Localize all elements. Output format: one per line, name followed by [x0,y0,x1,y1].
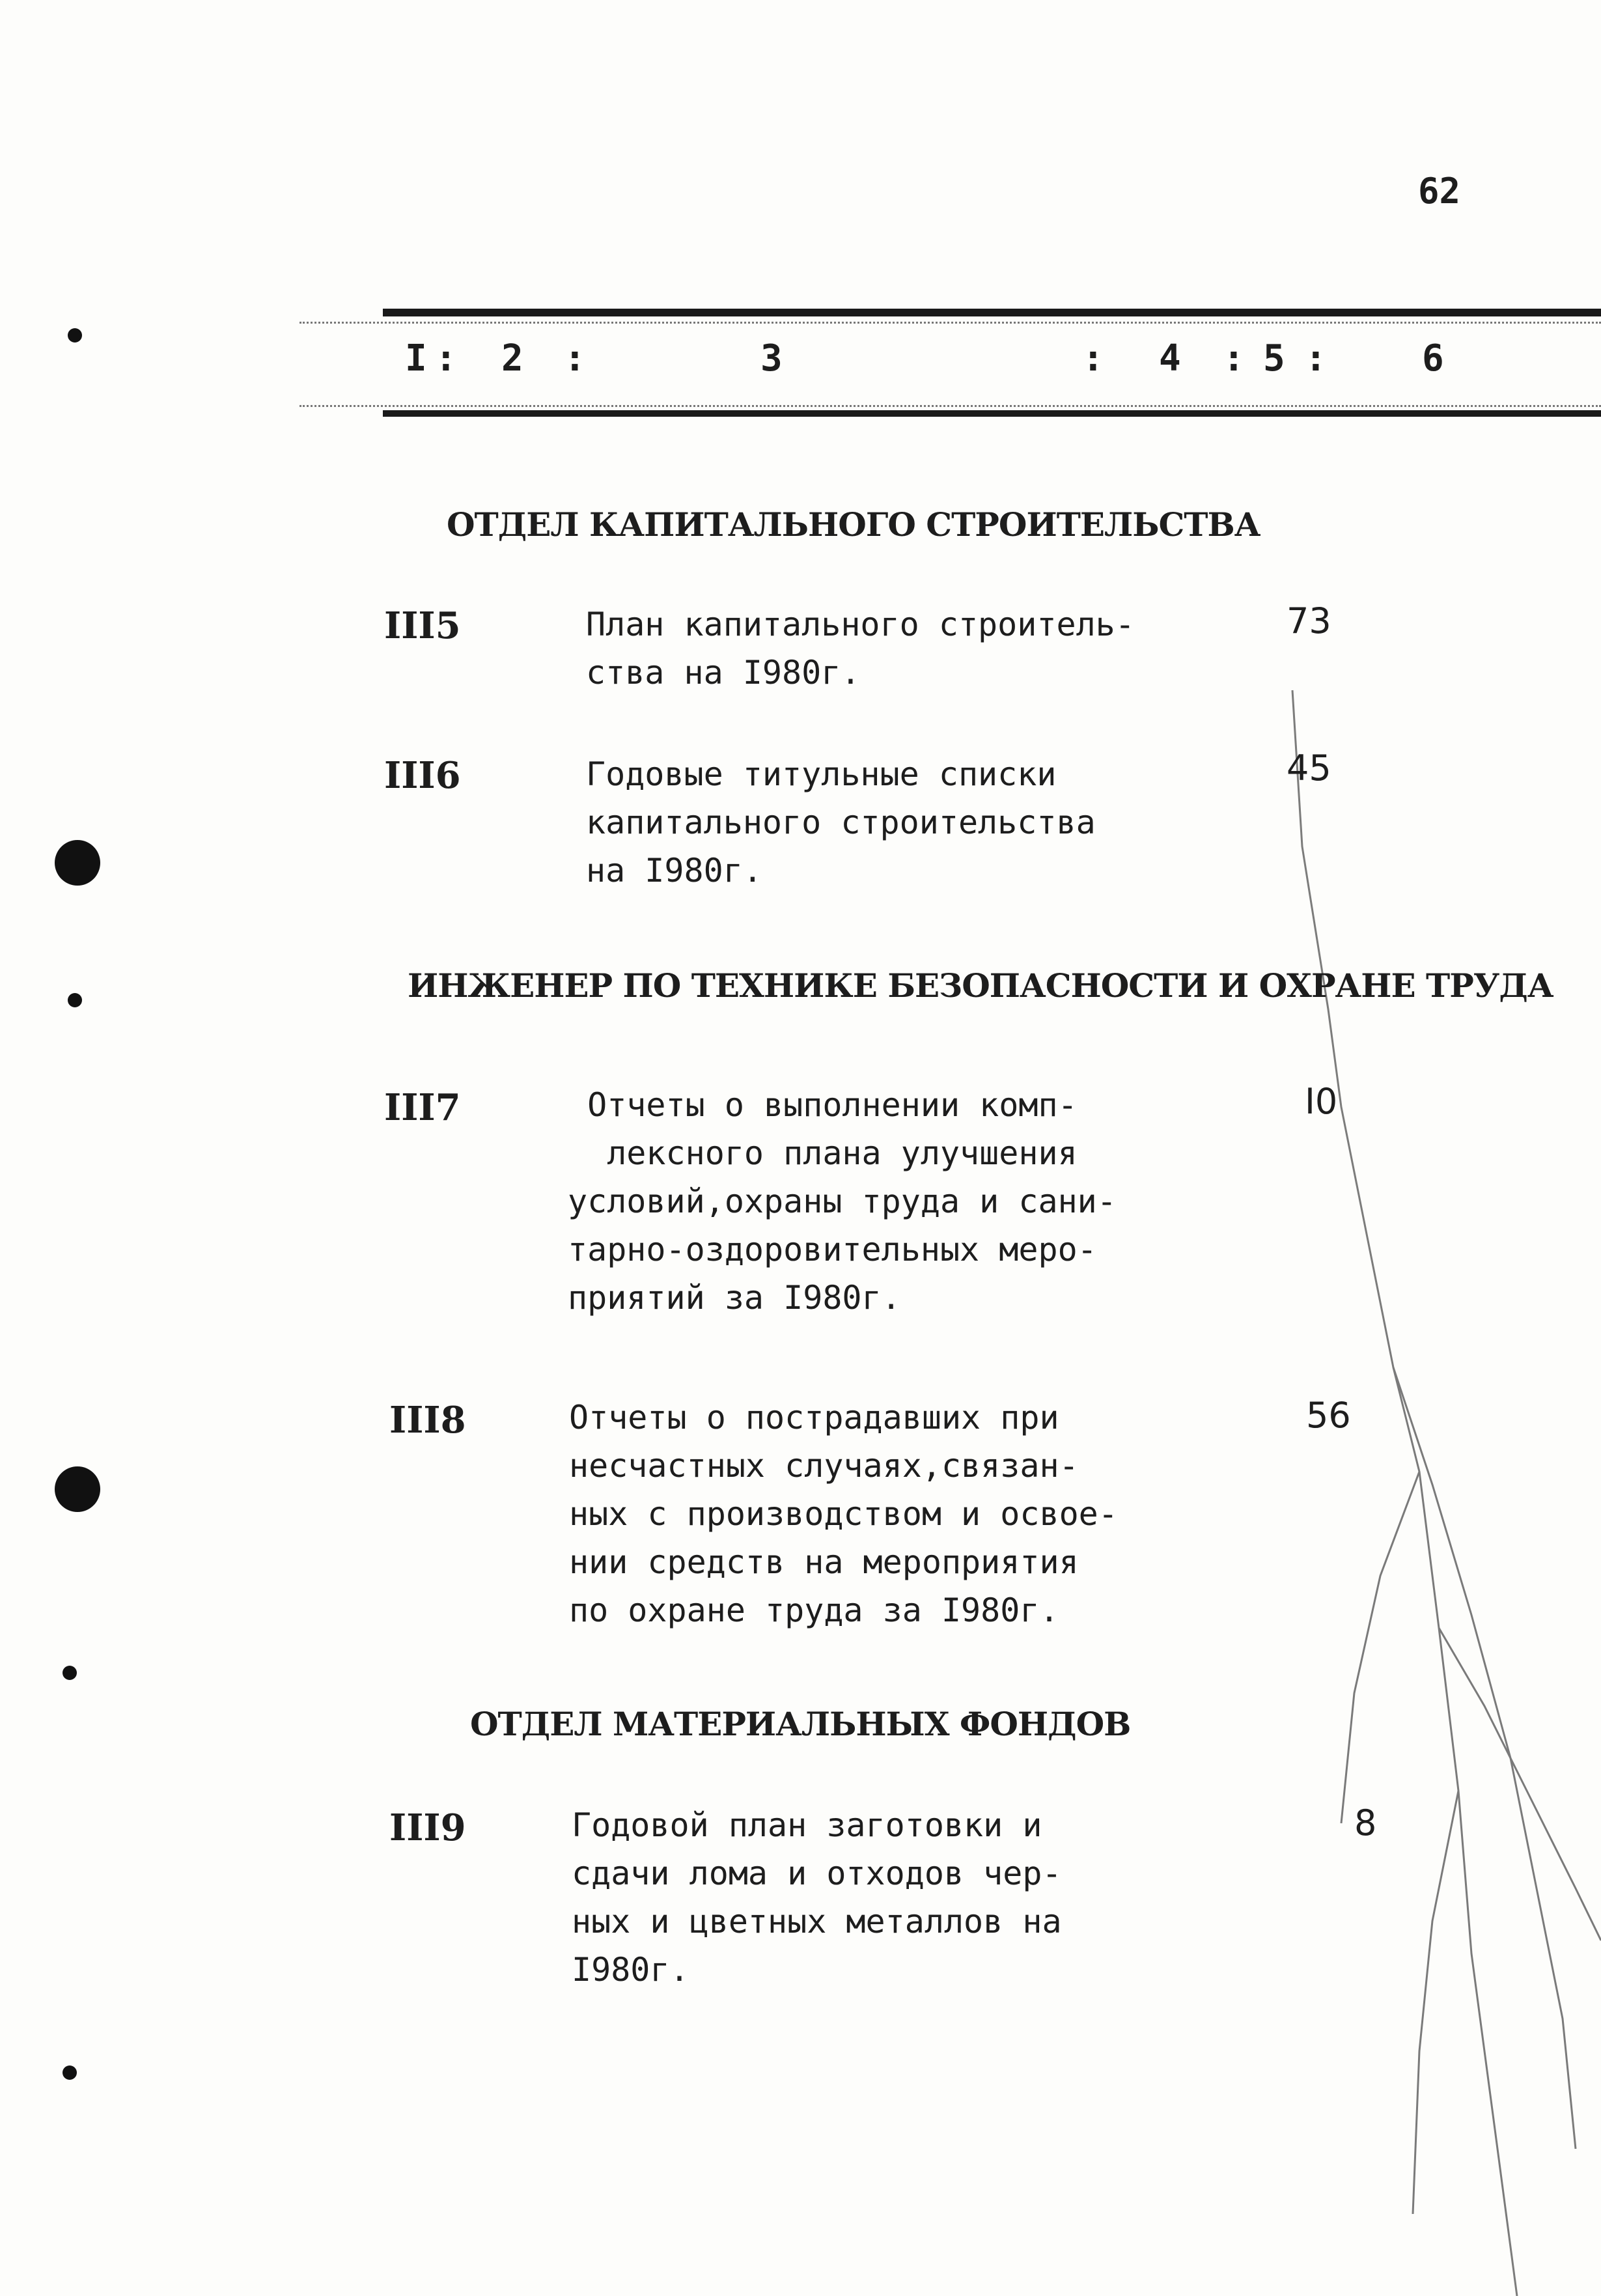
entry-description: План капитального строитель- ства на I980г. [586,606,1135,692]
column-header-4: 4 [1159,337,1181,380]
entry-sheet-count: I0 [1305,1081,1338,1122]
entry-number: III6 [384,754,461,797]
section-title: ОТДЕЛ КАПИТАЛЬНОГО СТРОИТЕЛЬСТВА [447,505,1260,544]
column-header-2: 2 [501,337,523,380]
header-dotted-line [299,405,1601,407]
entry-description: Отчеты о выполнении комп- лексного плана улучшения условий,охраны труда и сани- тарно-оздоровительных меро- приятий за I980г. [568,1086,1117,1317]
section-title: ОТДЕЛ МАТЕРИАЛЬНЫХ ФОНДОВ [470,1705,1131,1743]
entry-description: Годовые титульные списки капитального строительства на I980г. [586,755,1096,889]
entry-sheet-count: 8 [1354,1802,1377,1843]
column-separator: : [564,337,586,380]
column-header-3: 3 [760,337,783,380]
entry-sheet-count: 45 [1287,748,1331,789]
column-header-5: 5 [1263,337,1285,380]
page-number: 62 [1418,171,1461,212]
entry-sheet-count: 56 [1306,1395,1351,1436]
entry-number: III8 [389,1399,466,1442]
entry-description: Годовой план заготовки и сдачи лома и отходов чер- ных и цветных металлов на I980г. [572,1806,1062,1989]
column-separator: : [1305,337,1327,380]
header-dotted-line [299,322,1601,324]
column-separator: : [1223,337,1245,380]
entry-number: III9 [389,1806,466,1849]
column-header-1: I [405,337,427,380]
column-separator: : [1082,337,1104,380]
header-top-rule [383,309,1601,316]
entry-number: III5 [384,604,461,647]
entry-number: III7 [384,1086,461,1129]
column-separator: : [435,337,457,380]
column-header-6: 6 [1422,337,1444,380]
entry-description: Отчеты о пострадавших при несчастных случаях,связан- ных с производством и освое- нии средств на мероприятия по охране труда за I980г. [569,1399,1118,1629]
header-bottom-rule [383,410,1601,417]
section-title: ИНЖЕНЕР ПО ТЕХНИКЕ БЕЗОПАСНОСТИ И ОХРАНЕ ТРУДА [408,966,1553,1005]
entry-sheet-count: 73 [1287,600,1331,641]
